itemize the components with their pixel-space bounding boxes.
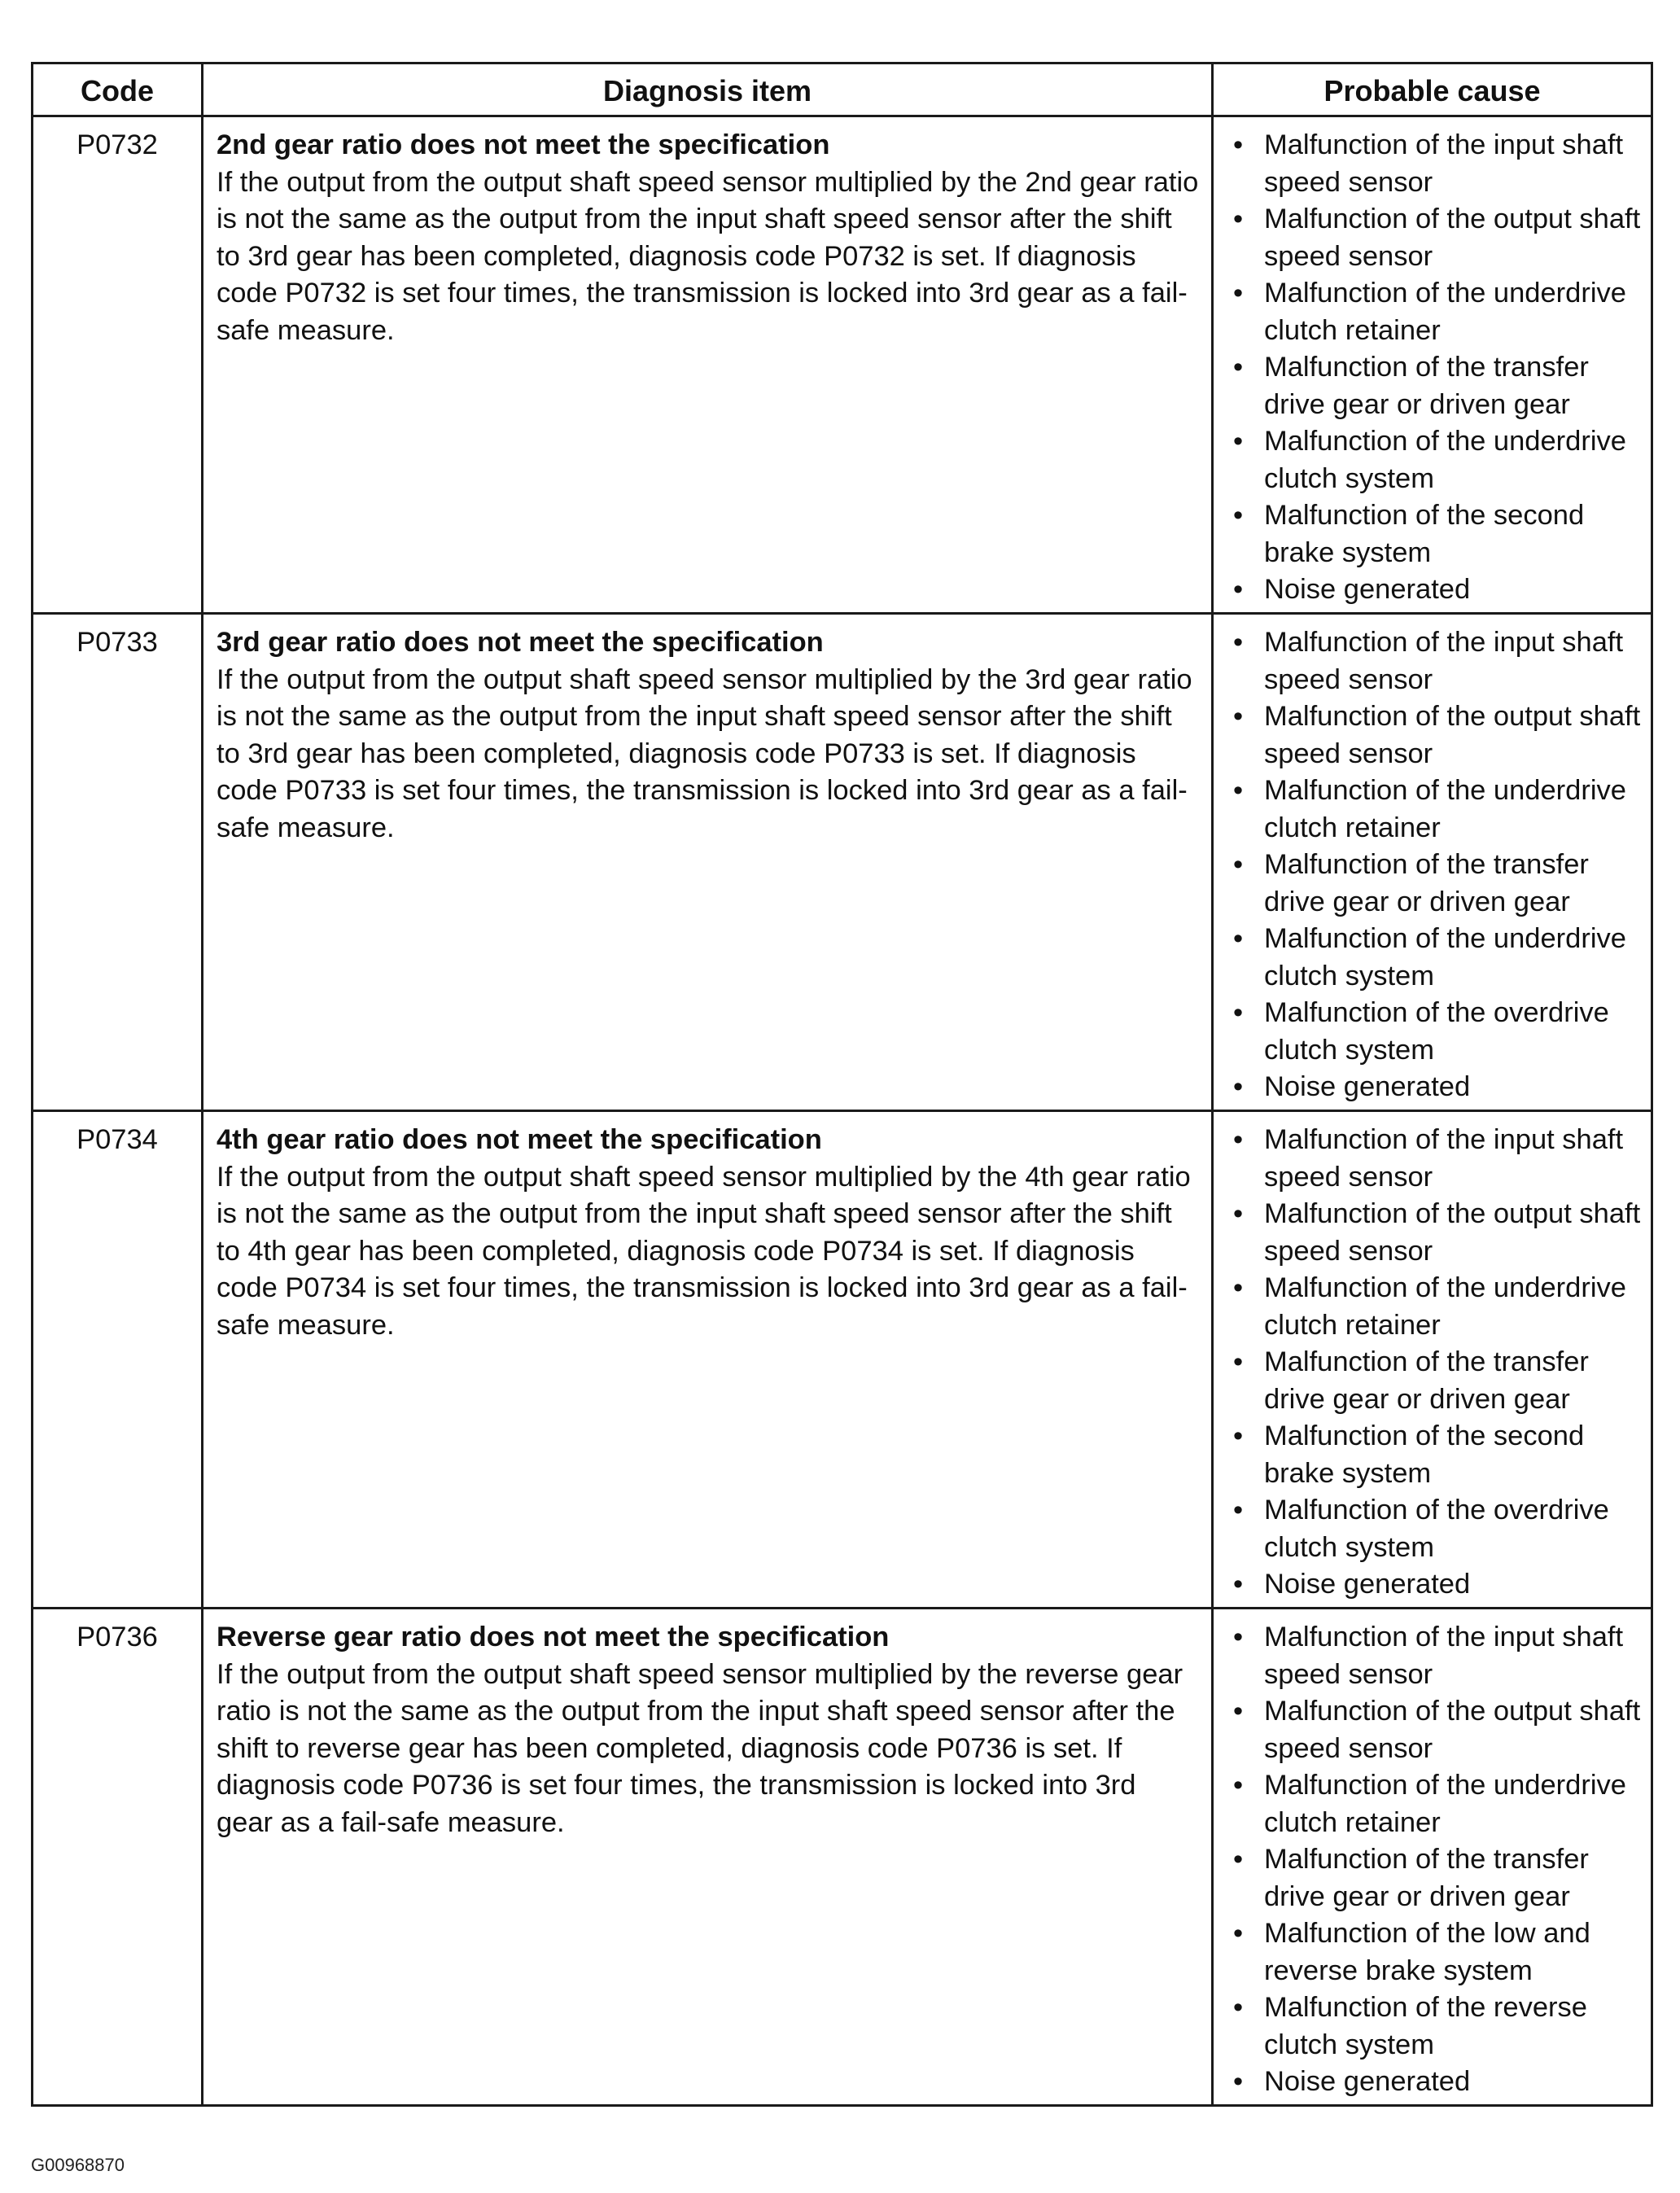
diagnosis-description: If the output from the output shaft speed sensor multiplied by the 3rd gear ratio is not the same as the output from the input shaft speed sensor after the shift to 3rd gear has been completed, diagnosis code P0733 is set. If diagnosis code P0733 is set four times, the transmission is locked into 3rd gear as a fail-safe measure. — [217, 663, 1192, 843]
diagnosis-cell — [203, 1111, 1213, 1609]
cause-item — [1230, 1989, 1643, 2064]
cause-text: Malfunction of the underdrive clutch retainer — [1264, 1770, 1626, 1838]
cause-item — [1230, 1122, 1643, 1196]
bullet-icon: • — [1233, 278, 1244, 309]
cause-text: Noise generated — [1264, 1569, 1471, 1600]
bullet-icon: • — [1233, 500, 1244, 531]
bullet-icon: • — [1233, 2066, 1244, 2097]
bullet-icon: • — [1233, 775, 1244, 806]
cause-text: Malfunction of the underdrive clutch retainer — [1264, 775, 1626, 843]
cause-item — [1230, 571, 1643, 609]
cause-item — [1230, 1418, 1643, 1492]
cause-item — [1230, 127, 1643, 201]
bullet-icon: • — [1233, 1844, 1244, 1875]
bullet-icon: • — [1233, 1346, 1244, 1377]
diagnosis-title: 4th gear ratio does not meet the specification — [217, 1124, 822, 1155]
header-code: Code — [33, 63, 203, 116]
cause-item — [1230, 995, 1643, 1069]
code-cell: P0733 — [33, 614, 203, 1111]
cause-text: Malfunction of the transfer drive gear or driven gear — [1264, 352, 1589, 420]
cause-item — [1230, 1069, 1643, 1106]
cause-text: Malfunction of the output shaft speed sensor — [1264, 204, 1641, 272]
cause-item — [1230, 1693, 1643, 1767]
code-cell: P0732 — [33, 116, 203, 614]
diagnosis-table — [31, 62, 1653, 2107]
probable-cause-cell — [1213, 614, 1652, 1111]
cause-item — [1230, 624, 1643, 698]
cause-text: Malfunction of the underdrive clutch system — [1264, 923, 1626, 991]
cause-text: Malfunction of the transfer drive gear or driven gear — [1264, 1346, 1589, 1415]
cause-text: Malfunction of the overdrive clutch system — [1264, 997, 1609, 1066]
cause-item — [1230, 201, 1643, 275]
diagnosis-title: Reverse gear ratio does not meet the specification — [217, 1622, 890, 1652]
cause-text: Malfunction of the underdrive clutch retainer — [1264, 278, 1626, 346]
cause-text: Noise generated — [1264, 2066, 1471, 2097]
bullet-icon: • — [1233, 1272, 1244, 1303]
cause-text: Malfunction of the transfer drive gear or driven gear — [1264, 849, 1589, 917]
cause-item — [1230, 497, 1643, 571]
cause-text: Malfunction of the input shaft speed sensor — [1264, 1124, 1624, 1193]
bullet-icon: • — [1233, 574, 1244, 605]
bullet-icon: • — [1233, 1569, 1244, 1600]
cause-text: Malfunction of the reverse clutch system — [1264, 1992, 1587, 2060]
bullet-icon: • — [1233, 1495, 1244, 1525]
bullet-icon: • — [1233, 923, 1244, 954]
diagnosis-cell — [203, 1609, 1213, 2106]
cause-item — [1230, 2064, 1643, 2101]
cause-text: Malfunction of the input shaft speed sensor — [1264, 1622, 1624, 1690]
probable-cause-cell — [1213, 1609, 1652, 2106]
bullet-icon: • — [1233, 1770, 1244, 1801]
bullet-icon: • — [1233, 1992, 1244, 2023]
cause-text: Malfunction of the input shaft speed sensor — [1264, 627, 1624, 695]
diagnosis-description: If the output from the output shaft speed sensor multiplied by the reverse gear ratio is not the same as the output from the input shaft speed sensor after the shift to reverse gear has been completed, diagnosis code P0736 is set. If diagnosis code P0736 is set four times, the transmission is locked into 3rd gear as a fail-safe measure. — [217, 1658, 1183, 1838]
diagnosis-description: If the output from the output shaft speed sensor multiplied by the 2nd gear ratio is not the same as the output from the input shaft speed sensor after the shift to 3rd gear has been completed, diagnosis code P0732 is set. If diagnosis code P0732 is set four times, the transmission is locked into 3rd gear as a fail-safe measure. — [217, 166, 1199, 346]
cause-item — [1230, 1767, 1643, 1841]
bullet-icon: • — [1233, 1696, 1244, 1727]
diagnosis-title: 2nd gear ratio does not meet the specification — [217, 129, 830, 160]
bullet-icon: • — [1233, 352, 1244, 383]
cause-text: Malfunction of the output shaft speed sensor — [1264, 701, 1641, 769]
cause-item — [1230, 423, 1643, 497]
table-row — [33, 614, 1652, 1111]
cause-text: Malfunction of the input shaft speed sensor — [1264, 129, 1624, 198]
cause-item — [1230, 773, 1643, 847]
cause-item — [1230, 1619, 1643, 1693]
cause-item — [1230, 1270, 1643, 1344]
cause-list — [1230, 127, 1643, 609]
cause-item — [1230, 275, 1643, 349]
cause-text: Malfunction of the overdrive clutch system — [1264, 1495, 1609, 1563]
diagnosis-description: If the output from the output shaft speed sensor multiplied by the 4th gear ratio is not the same as the output from the input shaft speed sensor after the shift to 4th gear has been completed, diagnosis code P0734 is set. If diagnosis code P0734 is set four times, the transmission is locked into 3rd gear as a fail-safe measure. — [217, 1161, 1191, 1341]
cause-text: Noise generated — [1264, 1071, 1471, 1102]
cause-item — [1230, 1566, 1643, 1604]
bullet-icon: • — [1233, 997, 1244, 1028]
bullet-icon: • — [1233, 1124, 1244, 1155]
cause-item — [1230, 921, 1643, 995]
table-row — [33, 116, 1652, 614]
table-header-row — [33, 63, 1652, 116]
code-cell: P0734 — [33, 1111, 203, 1609]
cause-text: Noise generated — [1264, 574, 1471, 605]
bullet-icon: • — [1233, 1420, 1244, 1451]
table-row — [33, 1609, 1652, 2106]
bullet-icon: • — [1233, 1198, 1244, 1229]
code-cell: P0736 — [33, 1609, 203, 2106]
cause-item — [1230, 698, 1643, 773]
bullet-icon: • — [1233, 1622, 1244, 1652]
bullet-icon: • — [1233, 1918, 1244, 1949]
cause-text: Malfunction of the transfer drive gear or driven gear — [1264, 1844, 1589, 1912]
bullet-icon: • — [1233, 627, 1244, 658]
diagnosis-cell — [203, 116, 1213, 614]
bullet-icon: • — [1233, 849, 1244, 880]
probable-cause-cell — [1213, 116, 1652, 614]
bullet-icon: • — [1233, 1071, 1244, 1102]
cause-item — [1230, 1196, 1643, 1270]
cause-text: Malfunction of the low and reverse brake system — [1264, 1918, 1590, 1986]
diagnosis-cell — [203, 614, 1213, 1111]
cause-text: Malfunction of the underdrive clutch system — [1264, 426, 1626, 494]
cause-item — [1230, 349, 1643, 423]
table-row — [33, 1111, 1652, 1609]
cause-text: Malfunction of the second brake system — [1264, 1420, 1585, 1489]
header-probable-cause: Probable cause — [1213, 63, 1652, 116]
cause-item — [1230, 847, 1643, 921]
probable-cause-cell — [1213, 1111, 1652, 1609]
cause-list — [1230, 1619, 1643, 2101]
figure-id: G00968870 — [31, 2155, 125, 2175]
cause-item — [1230, 1915, 1643, 1989]
cause-text: Malfunction of the underdrive clutch retainer — [1264, 1272, 1626, 1341]
cause-text: Malfunction of the second brake system — [1264, 500, 1585, 568]
cause-list — [1230, 1122, 1643, 1604]
cause-text: Malfunction of the output shaft speed sensor — [1264, 1696, 1641, 1764]
bullet-icon: • — [1233, 129, 1244, 160]
cause-list — [1230, 624, 1643, 1106]
bullet-icon: • — [1233, 701, 1244, 732]
cause-item — [1230, 1492, 1643, 1566]
cause-item — [1230, 1841, 1643, 1915]
diagnosis-title: 3rd gear ratio does not meet the specification — [217, 627, 824, 658]
cause-text: Malfunction of the output shaft speed sensor — [1264, 1198, 1641, 1267]
cause-item — [1230, 1344, 1643, 1418]
header-diagnosis-item: Diagnosis item — [203, 63, 1213, 116]
bullet-icon: • — [1233, 204, 1244, 234]
bullet-icon: • — [1233, 426, 1244, 457]
